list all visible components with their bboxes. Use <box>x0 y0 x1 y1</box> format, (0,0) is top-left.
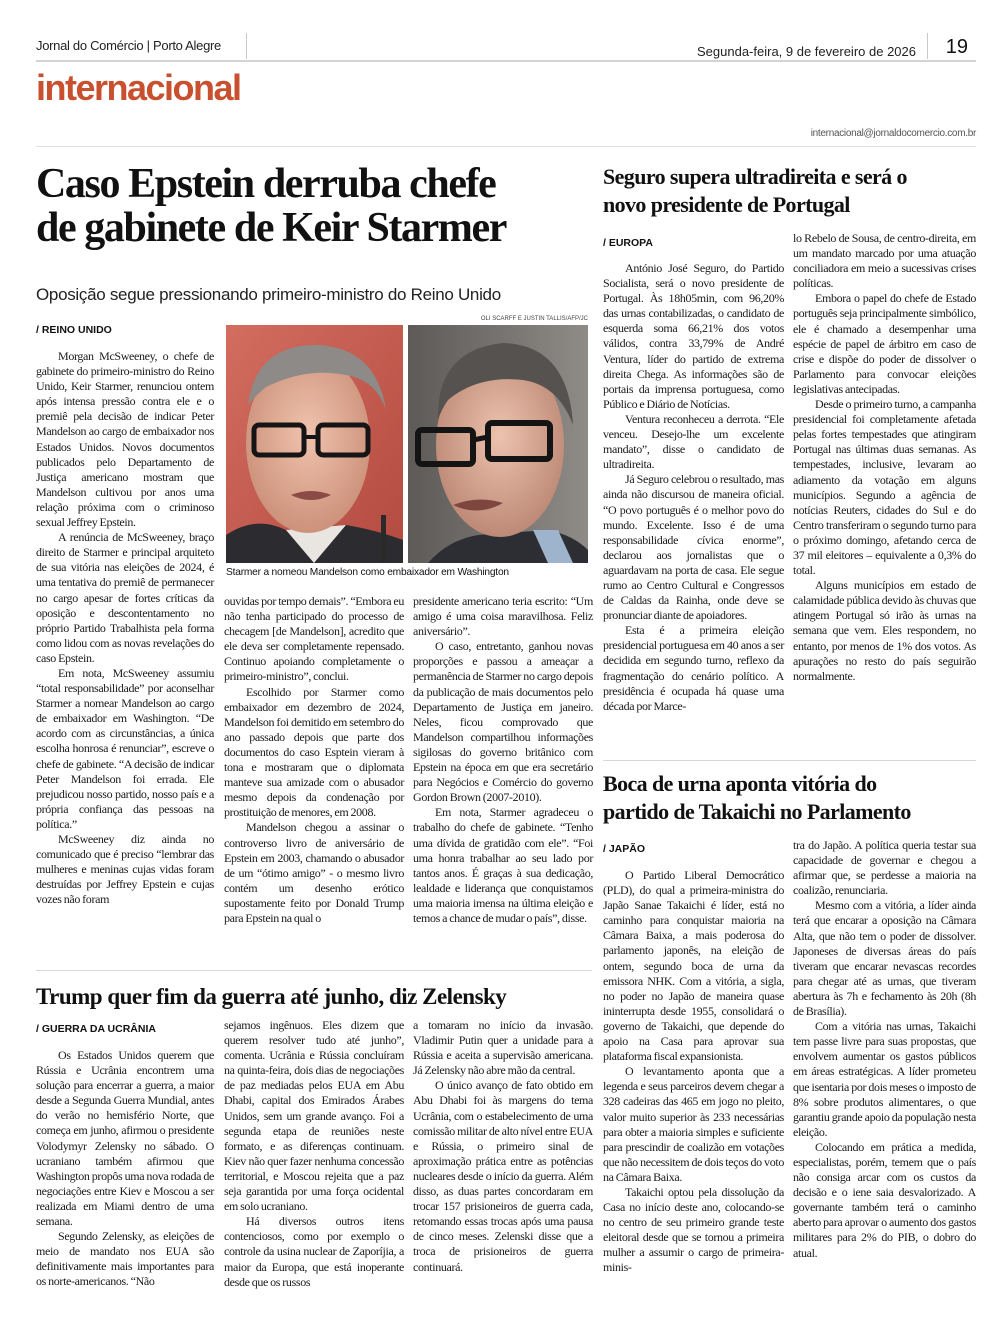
ukraine-headline: Trump quer fim da guerra até junho, diz Zelensky <box>36 984 507 1009</box>
masthead <box>36 33 976 61</box>
paragraph: Ventura reconheceu a derrota. “Ele venceu. Desejo-lhe um excelente mandato”, disse o candidato de ultradireita. <box>603 411 784 472</box>
paragraph: lo Rebelo de Sousa, de centro-direita, em um mandato marcado por uma atuação conciliadora em meio a sucessivas crises políticas. <box>793 231 976 291</box>
paragraph: Mandelson chegou a assinar o controverso livro de aniversário de Epstein em 2003, chamando o abusador de um “ótimo amigo” - o mesmo livro contém um desenho erótico supostamente feito por Donald Trump para Epstein na qual o <box>224 820 404 925</box>
portugal-headline-line2: novo presidente de Portugal <box>603 192 850 217</box>
portugal-headline-line1: Seguro supera ultradireita e será o <box>603 164 907 189</box>
paragraph: a tomaram no início da invasão. Vladimir Putin quer a unidade para a Rússia e aceita a supervisão americana. Já Zelensky não abre mão da central. <box>413 1018 593 1078</box>
japan-column-1 <box>603 868 784 1276</box>
section-title: internacional <box>36 67 241 108</box>
japan-column-2 <box>793 838 976 1261</box>
paragraph: Em nota, Starmer agradeceu o trabalho do chefe de gabinete. “Tenho uma dívida de gratidão com ele”. “Foi uma honra trabalhar ao seu lado por tantos anos. É graças à sua dedicação, lealdade e liderança que conquistamos uma maioria imensa na última eleição e temos a chance de mudar o país”, disse. <box>413 805 593 925</box>
paragraph: Os Estados Unidos querem que Rússia e Ucrânia encontrem uma solução para encerrar a guerra, a maior desde a Segunda Guerra Mundial, antes do verão no hemisfério Norte, que começa em junho, afirmou o presidente Volodymyr Zelensky no sábado. O ucraniano também afirmou que Washington propôs uma nova rodada de negociações entre Kiev e Moscou a ser realizada em Miami dentro de uma semana. <box>36 1048 214 1229</box>
photo-credit: OLI SCARFF E JUSTIN TALLIS/AFP/JC <box>480 316 588 322</box>
paragraph: Com a vitória nas urnas, Takaichi tem passe livre para suas propostas, que envolvem aumentar os gastos públicos em áreas estratégicas. A líder prometeu que isentaria por dois meses o imposto de 8% sobre produtos alimentares, o que garantiu grande apoio da população nesta eleição. <box>793 1019 976 1139</box>
section-rule <box>36 146 976 147</box>
ukraine-column-3 <box>413 1018 593 1275</box>
divider <box>927 33 928 59</box>
paragraph: O levantamento aponta que a legenda e seus parceiros devem chegar a 328 cadeiras das 465 em jogo no pleito, valor muito superior às 233 necessárias para obter a maioria simples e suficiente para prescindir de coalizão em votações que não necessitem de dois teços do voto na Câmara Baixa. <box>603 1064 784 1184</box>
publication-name: Jornal do Comércio | Porto Alegre <box>36 38 221 53</box>
portugal-kicker: / EUROPA <box>603 237 653 249</box>
paragraph: Desde o primeiro turno, a campanha presidencial foi completamente afetada pelas fortes tempestades que atingiram Portugal nas últimas duas semanas. As tempestades, inclusive, levaram ao adiamento da votação em alguns municípios. Segundo a agência de notícias Reuters, cidades do Sul e do Centro transferiram o segundo turno para o próximo domingo, afetando cerca de 37 mil eleitores – equivalente a 0,3% do total. <box>793 397 976 578</box>
japan-kicker: / JAPÃO <box>603 843 646 855</box>
ukraine-kicker: / GUERRA DA UCRÂNIA <box>36 1023 156 1035</box>
paragraph: presidente americano teria escrito: “Um amigo é uma coisa maravilhosa. Feliz aniversário”. <box>413 594 593 639</box>
paragraph: sejamos ingênuos. Eles dizem que querem resolver tudo até junho”, comenta. Ucrânia e Rússia concluíram na quinta-feira, dois dias de negociações de paz mediadas pelos EUA em Abu Dhabi, capital dos Emirados Árabes Unidos, sem um grande avanço. Foi a segunda etapa de reuniões neste formato, e as diferenças continuam. Kiev não quer fazer nenhuma concessão territorial, e Moscou rejeita que a paz seja garantida por uma força ocidental em solo ucraniano. <box>224 1018 404 1214</box>
paragraph: Morgan McSweeney, o chefe de gabinete do primeiro-ministro do Reino Unido, Keir Starmer, renunciou ontem após intensa pressão contra ele e o premiê pela decisão de indicar Peter Mandelson ao cargo de embaixador nos Estados Unidos. Novos documentos publicados pelo Departamento de Justiça americano mostram que Mandelson cultivou por anos uma relação próxima com o criminoso sexual Jeffrey Epstein. <box>36 349 214 530</box>
portugal-column-2 <box>793 231 976 684</box>
masthead-rule <box>36 60 976 62</box>
paragraph: O único avanço de fato obtido em Abu Dhabi foi às margens do tema Ucrânia, com o estabelecimento de uma comissão militar de alto nível entre EUA e Rússia, o primeiro sinal de aproximação prática entre as potências nucleares desde o início da guerra. Além disso, as duas partes concordaram em trocar 157 prisioneiros de guerra cada, retomando essas trocas após uma pausa de cinco meses. Zelenski disse que a troca de prisioneiros de guerra continuará. <box>413 1078 593 1274</box>
japan-headline-line2: partido de Takaichi no Parlamento <box>603 799 911 824</box>
page-number: 19 <box>945 36 968 58</box>
paragraph: Segundo Zelensky, as eleições de meio de mandato nos EUA são definitivamente mais importantes para os norte-americanos. “Não <box>36 1229 214 1289</box>
portugal-column-1 <box>603 261 784 714</box>
paragraph: McSweeney diz ainda no comunicado que é preciso “lembrar das mulheres e meninas cujas vidas foram destruídas por Jeffrey Epstein e cujas vozes não foram <box>36 832 214 907</box>
main-headline-line2: de gabinete de Keir Starmer <box>36 205 506 251</box>
japan-headline-line1: Boca de urna aponta vitória do <box>603 771 877 796</box>
portugal-headline <box>603 163 983 219</box>
ukraine-column-1 <box>36 1048 214 1290</box>
japan-headline <box>603 770 983 826</box>
paragraph: Esta é a primeira eleição presidencial portuguesa em 40 anos a ser decidida em segundo turno, reflexo da fragmentação do cenário político. A presidência é ocupada há quase uma década por Marce- <box>603 623 784 713</box>
mandelson-portrait-icon <box>408 325 588 563</box>
paragraph: O Partido Liberal Democrático (PLD), do qual a primeira-ministra do Japão Sanae Takaichi é líder, está no caminho para conquistar maioria na Câmara Baixa, a mais poderosa do parlamento japonês, na eleição de ontem, segundo boca de urna da emissora NHK. Com a vitória, a sigla, no poder no Japão de maneira quase ininterrupta desde 1955, consolidará o governo de Takaichi, que depende do apoio na Casa para aprovar sua plataforma fiscal expansionista. <box>603 868 784 1064</box>
paragraph: Colocando em prática a medida, especialistas, porém, temem que o país não consiga arcar com os custos da decisão e o iene saia desvalorizado. A governante também terá o caminho aberto para aprovar o aumento dos gastos militares para 2% do PIB, o dobro do atual. <box>793 1139 976 1260</box>
paragraph: O caso, entretanto, ganhou novas proporções e passou a ameaçar a permanência de Starmer no cargo depois da publicação de mais documentos pelo Departamento de Justiça em janeiro. Neles, ficou comprovado que Mandelson compartilhou informações sigilosas do governo britânico com Epstein na época em que era secretário para Negócios e Comércio do governo Gordon Brown (2007-2010). <box>413 639 593 805</box>
divider <box>246 33 247 59</box>
paragraph: ouvidas por tempo demais”. “Embora eu não tenha participado do processo de checagem [de Mandelson], acredito que ele deva ser completamente repensado. Continuo apoiando completamente o primeiro-ministro”, conclui. <box>224 594 404 684</box>
main-article-column-3 <box>413 594 593 926</box>
paragraph: Escolhido por Starmer como embaixador em dezembro de 2024, Mandelson foi demitido em setembro do ano passado depois que parte dos documentos do caso Esptein vieram à tona e mostraram que o diplomata manteve sua amizade com o abusador mesmo depois da condenação por prostituição de menores, em 2008. <box>224 684 404 820</box>
main-article-column-2 <box>224 594 404 926</box>
section-email: internacional@jornaldocomercio.com.br <box>810 128 976 139</box>
article-divider <box>603 760 976 761</box>
article-divider <box>36 970 592 971</box>
edition-date: Segunda-feira, 9 de fevereiro de 2026 <box>697 44 916 59</box>
paragraph: Mesmo com a vitória, a líder ainda terá que encarar a oposição na Câmara Alta, que não tem o poder de dissolver. Japoneses de diversas áreas do país tiveram que encarar nevascas recordes para chegar até as urnas, que tiveram abertura às 7h e fechamento às 20h (8h de Brasília). <box>793 898 976 1019</box>
main-headline <box>36 162 596 250</box>
paragraph: Já Seguro celebrou o resultado, mas ainda não discursou de maneira oficial. “O povo português é o melhor povo do mundo. Excelente. Isso é de uma responsabilidade cívica enorme”, declarou aos jornalistas que o aguardavam na porta de casa. Ele segue rumo ao Centro Cultural e Congressos de Caldas da Rainha, onde deve se pronunciar diante de apoiadores. <box>603 472 784 623</box>
main-subheadline: Oposição segue pressionando primeiro-ministro do Reino Unido <box>36 285 501 304</box>
paragraph: Embora o papel do chefe de Estado português seja principalmente simbólico, ele é chamado a desempenhar uma espécie de papel de árbitro em caso de crise e dispõe do poder de dissolver o Parlamento para convocar eleições legislativas antecipadas. <box>793 291 976 396</box>
ukraine-column-2 <box>224 1018 404 1290</box>
paragraph: tra do Japão. A política queria testar sua capacidade de governar e chegou a afirmar que, se perdesse a maioria na coalizão, renunciaria. <box>793 838 976 898</box>
paragraph: Takaichi optou pela dissolução da Casa no início deste ano, colocando-se no centro de seu primeiro grande teste eleitoral desde que se tornou a primeira mulher a assumir o cargo de primeira-minis- <box>603 1184 784 1275</box>
main-headline-line1: Caso Epstein derruba chefe <box>36 161 496 207</box>
main-kicker: / REINO UNIDO <box>36 324 112 336</box>
paragraph: A renúncia de McSweeney, braço direito de Starmer e principal arquiteto de sua vitória nas eleições de 2024, é uma tentativa do premiê de permanecer no cargo apesar de fortes críticas da oposição e descontentamento no próprio Partido Trabalhista pela forma como lidou com as novas revelações do caso Epstein. <box>36 530 214 665</box>
paragraph: Há diversos outros itens contenciosos, como por exemplo o controle da usina nuclear de Zaporíjia, a maior da Europa, que está inoperante desde que os russos <box>224 1214 404 1289</box>
paragraph: Em nota, McSweeney assumiu “total responsabilidade” por aconselhar Starmer a nomear Mandelson ao cargo de embaixador em Washington. “De acordo com as circunstâncias, a única escolha honrosa é renunciar”, escreve o chefe de gabinete. “A decisão de indicar Peter Mandelson foi errada. Ele prejudicou nosso partido, nosso país e a própria confiança das pessoas na política.” <box>36 665 214 831</box>
photo-caption: Starmer a nomeou Mandelson como embaixador em Washington <box>226 567 509 578</box>
starmer-photo <box>226 325 403 563</box>
paragraph: António José Seguro, do Partido Socialista, será o novo presidente de Portugal. Às 18h05min, com 96,20% das urnas contabilizadas, o candidato de esquerda soma 66,21% dos votos válidos, contra 33,79% de André Ventura, líder do partido de extrema direita Chega. As informações são de portais da imprensa portuguesa, como Público e Diário de Notícias. <box>603 261 784 411</box>
main-article-column-1 <box>36 349 214 907</box>
starmer-portrait-icon <box>226 325 403 563</box>
paragraph: Alguns municípios em estado de calamidade pública devido às chuvas que atingem Portugal só irão às urnas na semana que vem. Eles respondem, no entanto, por menos de 1% dos votos. As apurações no resto do país seguirão normalmente. <box>793 578 976 683</box>
mandelson-photo <box>408 325 588 563</box>
